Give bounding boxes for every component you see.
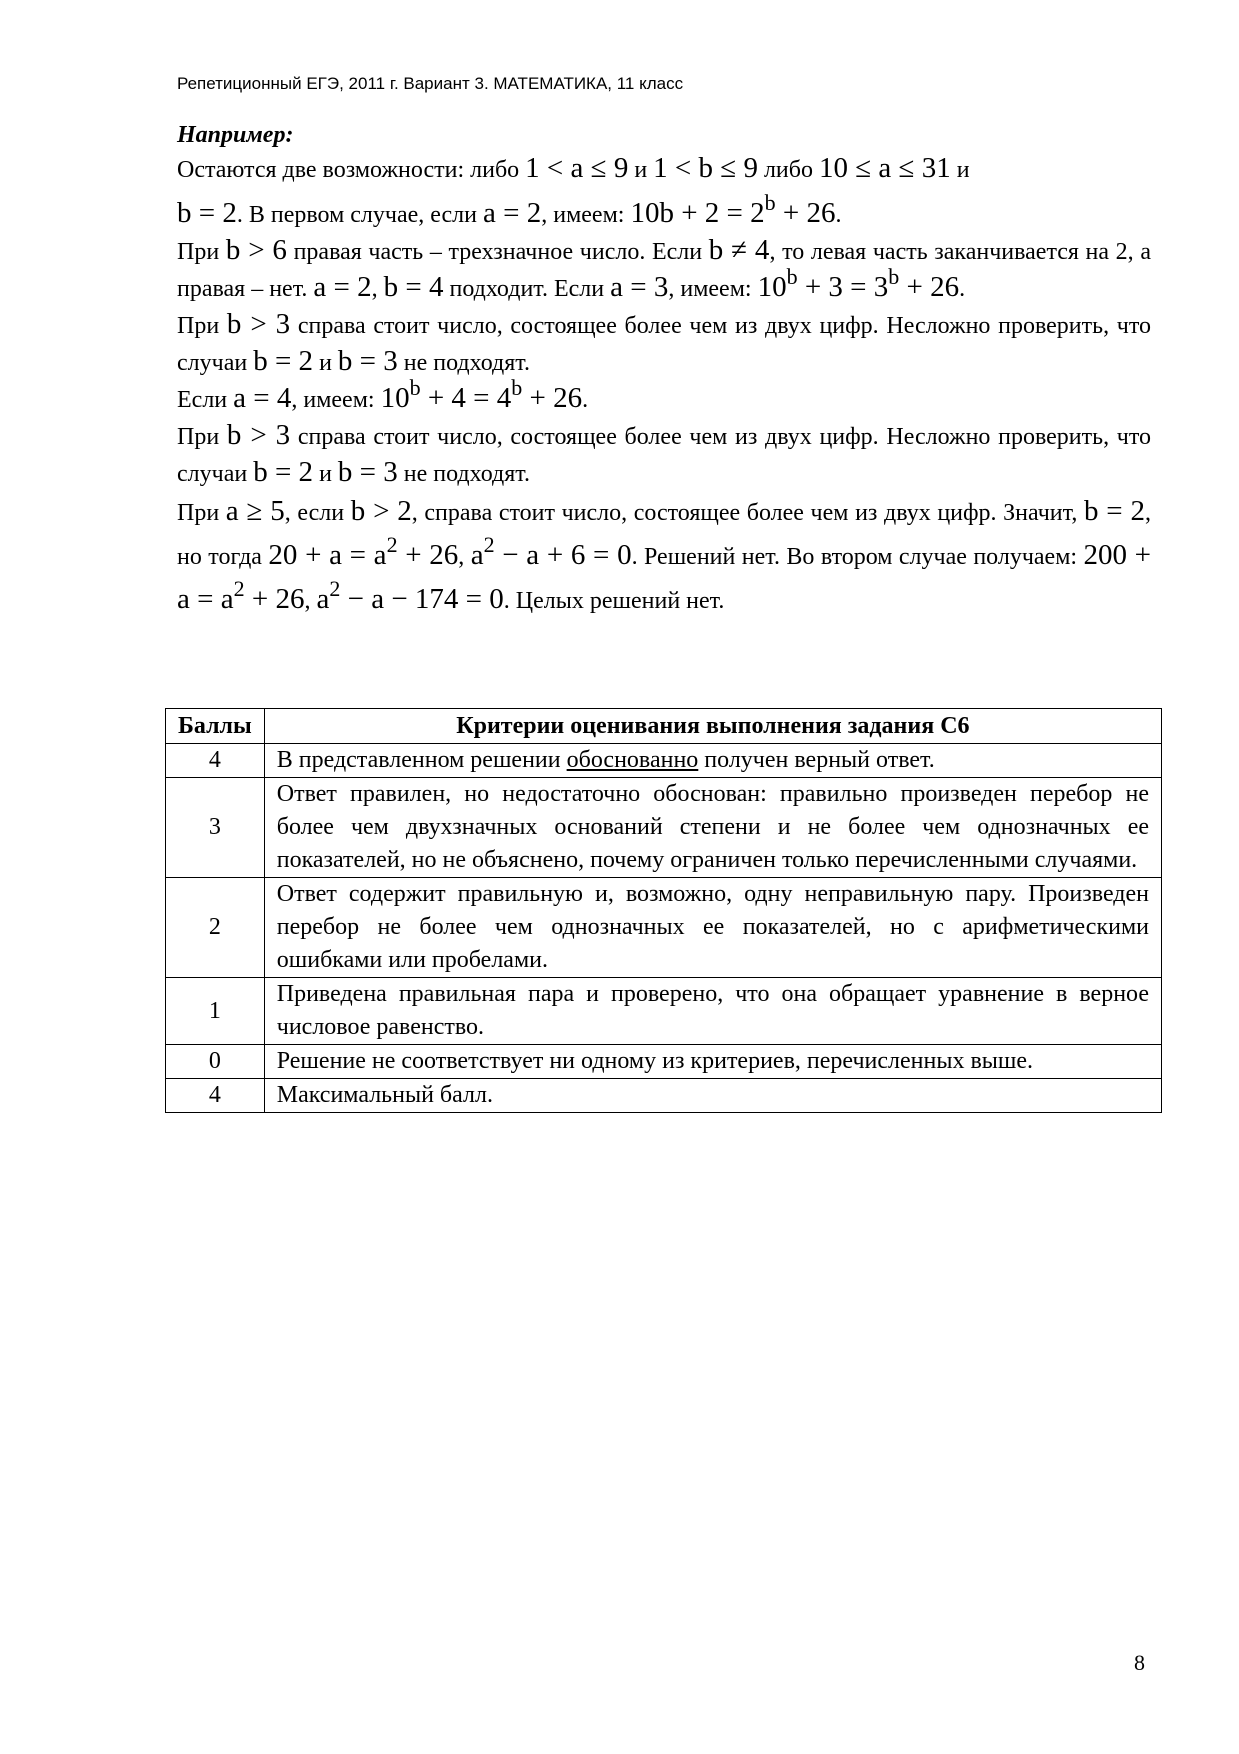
paragraph-cases: Остаются две возможности: либо 1 < a ≤ 9 и 1 < b ≤ 9 либо 10 ≤ a ≤ 31 и b = 2. В первом случае, если a = 2, имеем: $10b + 2 = 2^b + 26$. bbox=[177, 152, 970, 229]
paragraph-a4: Если a = 4, имеем: $10^b + 4 = 4^b + 26$. bbox=[177, 374, 589, 414]
score-cell: 4 bbox=[166, 744, 265, 778]
table-row bbox=[166, 878, 1162, 978]
column-header-score: Баллы bbox=[166, 709, 265, 744]
math-formula: a ≥ 5 bbox=[225, 495, 285, 527]
math-formula: 10 ≤ a ≤ 31 bbox=[818, 152, 951, 184]
page-header: Репетиционный ЕГЭ, 2011 г. Вариант 3. МАТЕМАТИКА, 11 класс bbox=[177, 74, 684, 93]
criteria-table bbox=[165, 708, 1162, 1113]
math-formula: b = 2 bbox=[253, 345, 314, 377]
table-header-row bbox=[166, 709, 1162, 744]
math-formula: b = 4 bbox=[383, 271, 444, 303]
score-cell: 4 bbox=[166, 1079, 265, 1113]
math-formula: b > 2 bbox=[350, 495, 412, 527]
solution-text bbox=[177, 119, 1151, 622]
math-formula: b > 3 bbox=[226, 308, 291, 340]
column-header-criteria: Критерии оценивания выполнения задания С6 bbox=[264, 709, 1161, 744]
score-cell: 0 bbox=[166, 1045, 265, 1079]
table-row bbox=[166, 744, 1162, 778]
criteria-cell: Максимальный балл. bbox=[264, 1079, 1161, 1113]
math-formula: b = 2 bbox=[177, 197, 237, 229]
criteria-cell: Ответ содержит правильную и, возможно, одну неправильную пару. Произведен перебор не более чем однозначных ее показателей, но с арифметическими ошибками или пробелами. bbox=[264, 878, 1161, 978]
math-formula: 1 < a ≤ 9 bbox=[525, 152, 629, 184]
criteria-cell: Ответ правилен, но недостаточно обоснован: правильно произведен перебор не более чем двухзначных оснований степени и не более чем однозначных ее показателей, но не объяснено, почему ограничен только перечисленными случаями. bbox=[264, 778, 1161, 878]
math-formula: $10^b + 3 = 3^b + 26$ bbox=[757, 263, 960, 303]
paragraph-check-2: При b > 3 справа стоит число, состоящее более чем из двух цифр. Несложно проверить, что случаи b = 2 и b = 3 не подходят. bbox=[177, 419, 1151, 488]
math-formula: b > 3 bbox=[226, 419, 291, 451]
math-formula: 1 < b ≤ 9 bbox=[653, 152, 758, 184]
paragraph-a5: При a ≥ 5, если b > 2, справа стоит число, состоящее более чем из двух цифр. Значит, b = 2, но тогда $20 + a = a^2 + 26$, $a^2 - a + 6 = 0$. Решений нет. Во втором случае получаем: $200 + a = a^2 + 26$, $a^2 - a - 174 = 0$. Целых решений нет. bbox=[177, 495, 1152, 615]
page-number: 8 bbox=[1134, 1650, 1145, 1675]
criteria-cell: В представленном решении обоснованно получен верный ответ. bbox=[264, 744, 1161, 778]
math-formula: b ≠ 4 bbox=[708, 234, 770, 266]
math-formula: b > 6 bbox=[225, 234, 287, 266]
score-cell: 1 bbox=[166, 978, 265, 1045]
math-formula: $10^b + 4 = 4^b + 26$ bbox=[380, 374, 583, 414]
example-heading: Например: bbox=[177, 122, 294, 148]
table-row bbox=[166, 978, 1162, 1045]
math-formula: a = 2 bbox=[313, 271, 372, 303]
table-row bbox=[166, 1079, 1162, 1113]
math-formula: a = 4 bbox=[233, 382, 292, 414]
paragraph-a2: При b > 6 правая часть – трехзначное число. Если b ≠ 4, то левая часть заканчивается на 2, а правая – нет. a = 2, b = 4 подходит. Если a = 3, имеем: $10^b + 3 = 3^b + 26$. bbox=[177, 234, 1151, 303]
math-formula: $200 + a = a^2 + 26$ bbox=[177, 539, 1152, 615]
math-formula: b = 3 bbox=[337, 456, 398, 488]
math-formula: $a^2 - a - 174 = 0$ bbox=[316, 575, 504, 615]
table-row bbox=[166, 778, 1162, 878]
math-formula: b = 2 bbox=[1083, 495, 1146, 527]
criteria-cell: Приведена правильная пара и проверено, что она обращает уравнение в верное числовое равенство. bbox=[264, 978, 1161, 1045]
math-formula: $20 + a = a^2 + 26$ bbox=[268, 531, 459, 571]
table-row bbox=[166, 1045, 1162, 1079]
math-formula: $a^2 - a + 6 = 0$ bbox=[470, 531, 632, 571]
paragraph-check-1: При b > 3 справа стоит число, состоящее более чем из двух цифр. Несложно проверить, что случаи b = 2 и b = 3 не подходят. bbox=[177, 308, 1151, 377]
score-cell: 3 bbox=[166, 778, 265, 878]
score-cell: 2 bbox=[166, 878, 265, 978]
criteria-cell: Решение не соответствует ни одному из критериев, перечисленных выше. bbox=[264, 1045, 1161, 1079]
math-formula: a = 3 bbox=[610, 271, 669, 303]
math-formula: b = 3 bbox=[337, 345, 398, 377]
math-formula: b = 2 bbox=[253, 456, 314, 488]
math-formula: a = 2 bbox=[483, 197, 542, 229]
math-formula: $10b + 2 = 2^b + 26$ bbox=[630, 189, 836, 229]
